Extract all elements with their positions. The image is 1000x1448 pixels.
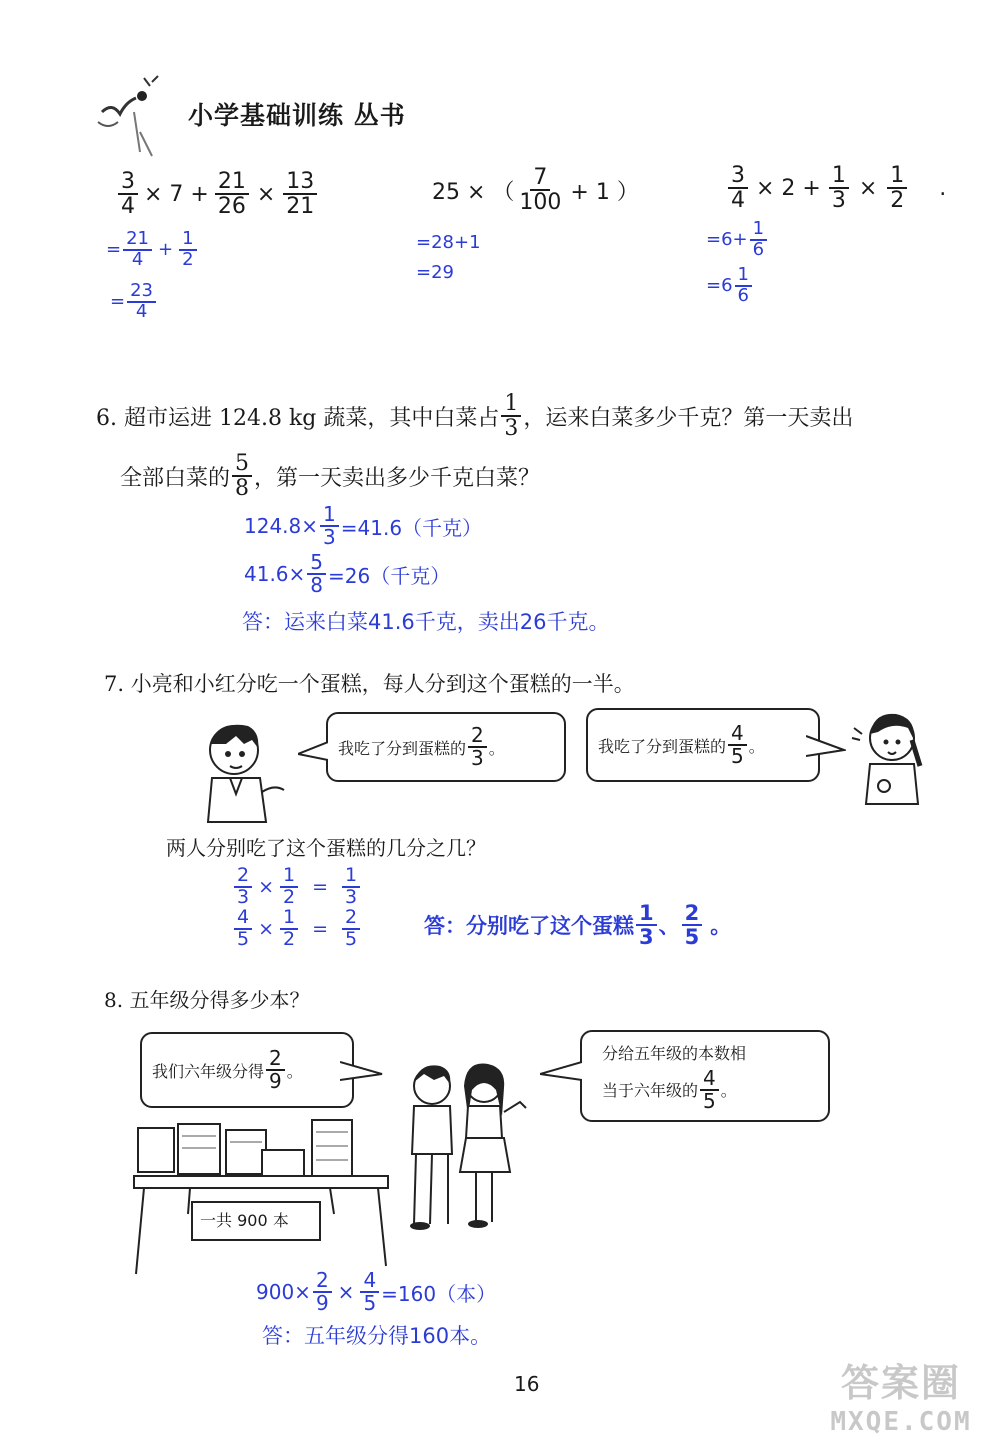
left-speech-bubble: 我们六年级分得 $\frac{2}{9}$ 。 — [140, 1032, 354, 1108]
calc-problem-2: 25 × （ $\frac{7}{100}$ + 1 ） — [432, 165, 639, 216]
q7-calc-row-1: $\frac{2}{3}$ × $\frac{1}{2}$ = $\frac{1}{3}$ — [232, 866, 362, 908]
q7-calc-row-2: $\frac{4}{5}$ × $\frac{1}{2}$ = $\frac{2}{5}$ — [232, 908, 362, 950]
watermark-line-1: 答案圈 — [840, 1361, 961, 1405]
q7-title: 7. 小亮和小红分吃一个蛋糕，每人分到这个蛋糕的一半。 — [104, 672, 635, 696]
q6-answer: 答：运来白菜41.6千克，卖出26千克。 — [242, 610, 610, 634]
right-speech-bubble: 分给五年级的本数相 当于六年级的 $\frac{4}{5}$ 。 — [580, 1030, 830, 1122]
left-bubble-tail — [340, 1060, 384, 1082]
q6-answer-step-2: 41.6× $\frac{5}{8}$ =26（千克） — [244, 550, 451, 597]
watermark — [806, 1352, 996, 1442]
q8-title: 8. 五年级分得多少本？ — [104, 988, 310, 1012]
series-title: 小学基础训练 丛书 — [188, 101, 406, 130]
calc-problem-2-step-1: =28+1 — [416, 232, 481, 253]
q8-answer: 答：五年级分得160本。 — [262, 1324, 492, 1348]
calc-problem-2-step-2: =29 — [416, 262, 454, 283]
q6-text-line-1: 6. 超市运进 124.8 kg 蔬菜，其中白菜占 $\frac{1}{3}$ ，运来白菜多少千克？第一天卖出 — [96, 391, 854, 442]
boy-illustration — [190, 714, 290, 824]
watermark-line-2: MXQE.COM — [830, 1407, 972, 1437]
page-number: 16 — [514, 1372, 540, 1396]
calc-problem-3: $\frac{3}{4}$ × 2 + $\frac{1}{3}$ × $\frac{1}{2}$ . — [726, 164, 946, 212]
q7-answer: 答：分别吃了这个蛋糕 $\frac{1}{3}$ 、 $\frac{2}{5}$ 。 — [424, 901, 732, 950]
q6-text-line-2: 全部白菜的 $\frac{5}{8}$ ，第一天卖出多少千克白菜？ — [120, 451, 541, 502]
students-illustration — [400, 1056, 532, 1232]
boy-speech-bubble: 我吃了分到蛋糕的 $\frac{2}{3}$ 。 — [326, 712, 566, 782]
boy-bubble-tail — [298, 740, 328, 764]
girl-illustration — [848, 704, 932, 808]
table-label: 一共 900 本 — [200, 1211, 289, 1230]
calc-problem-3-step-2: =6 $\frac{1}{6}$ — [706, 266, 754, 306]
book-table-illustration — [130, 1116, 392, 1278]
calc-problem-1-step-2: = $\frac{23}{4}$ — [110, 282, 158, 322]
calc-problem-3-step-1: =6+ $\frac{1}{6}$ — [706, 220, 769, 260]
q6-answer-step-1: 124.8× $\frac{1}{3}$ =41.6（千克） — [244, 502, 483, 549]
q8-calc: 900× $\frac{2}{9}$ × $\frac{4}{5}$ =160（本） — [256, 1268, 497, 1315]
calc-problem-1: $\frac{3}{4}$ × 7 + $\frac{21}{26}$ × $\frac{13}{21}$ — [116, 170, 319, 218]
right-bubble-tail — [540, 1060, 582, 1084]
q7-question: 两人分别吃了这个蛋糕的几分之几？ — [166, 836, 486, 860]
header-logo-icon — [92, 72, 174, 162]
girl-speech-bubble: 我吃了分到蛋糕的 $\frac{4}{5}$ 。 — [586, 708, 820, 782]
calc-problem-1-step-1: = $\frac{21}{4}$ + $\frac{1}{2}$ — [106, 230, 199, 270]
girl-bubble-tail — [806, 734, 846, 760]
